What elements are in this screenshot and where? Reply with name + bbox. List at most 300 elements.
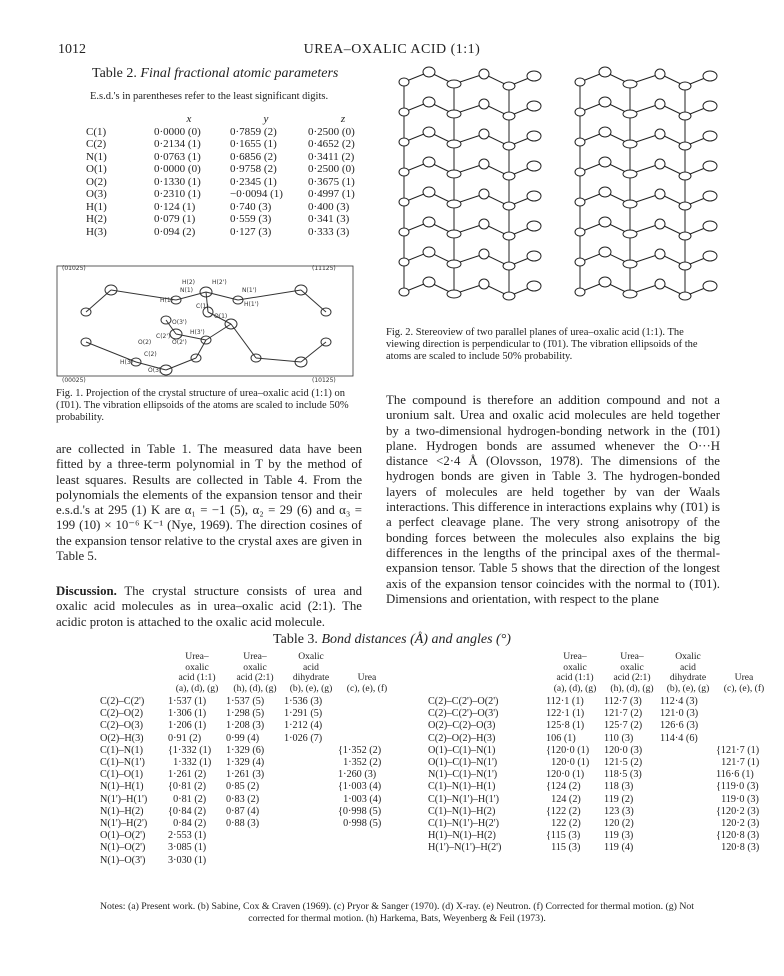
table2-col-x: x: [186, 113, 192, 125]
atom-ellipsoid: [679, 202, 691, 210]
table3-cell: 3·085 (1): [168, 842, 207, 854]
table3-cell: {1·003 (4): [338, 781, 382, 793]
table3-row: [428, 794, 772, 806]
atom-ellipsoid: [447, 290, 461, 298]
table3-cell: [716, 708, 772, 720]
table3-header-cell: Urea (c), (e), (f): [723, 672, 765, 694]
atom-ellipsoid: [447, 170, 461, 178]
table2-cell-atom: H(1): [86, 200, 107, 213]
atom-ellipsoid: [399, 138, 409, 146]
table3-cell: {120·8 (3): [716, 830, 760, 842]
atom-ellipsoid: [423, 127, 435, 137]
atom-ellipsoid: [423, 217, 435, 227]
table2-cell-x: 0·079 (1): [154, 213, 196, 225]
table3-cell: [284, 794, 338, 806]
table3-cell: 1·261 (3): [226, 769, 265, 781]
table3-row: [428, 757, 772, 769]
table2-cell-atom: H(3): [86, 225, 107, 238]
atom-ellipsoid: [655, 219, 665, 229]
table2-cell-y: 0·740 (3): [230, 200, 272, 213]
table2: [86, 113, 384, 238]
table3-cell: 0·87 (4): [226, 805, 260, 817]
table2-cell-z: 0·4997 (1): [308, 188, 355, 200]
atom-ellipsoid: [655, 99, 665, 109]
table2-body: [86, 126, 384, 239]
table2-cell-y: 0·6856 (2): [230, 150, 277, 163]
table3-cell: 1·003 (4): [338, 793, 382, 805]
atom-ellipsoid: [479, 219, 489, 229]
table3-cell: [226, 830, 284, 842]
table3-caption-prefix: Table 3.: [273, 632, 318, 647]
table3-caption-title: Bond distances (Å) and angles (°): [321, 632, 511, 647]
table3-row: [428, 733, 772, 745]
atom-ellipsoid: [679, 292, 691, 300]
fig1-atom-label: N(1'): [242, 287, 257, 294]
table3-cell: 0·99 (4): [226, 732, 260, 744]
table3-cell: [660, 842, 716, 854]
table3-cell: {120·0 (1): [546, 744, 590, 756]
table3-row: [428, 769, 772, 781]
fig1-atom-label: O(1): [214, 313, 228, 320]
table2-cell-x: 0·094 (2): [154, 225, 196, 238]
table3-cell: [338, 842, 396, 854]
fig1-atom-label: H(3): [120, 359, 134, 366]
table3-cell: O(1)–C(1)–N(1): [428, 744, 496, 756]
table3-cell: 1·332 (1): [168, 757, 212, 769]
table3-cell: 112·1 (1): [546, 696, 584, 707]
table3-cell: 122 (2): [546, 818, 581, 830]
atom-ellipsoid: [399, 108, 409, 116]
atom-ellipsoid: [655, 249, 665, 259]
table3-right-body: [428, 696, 772, 855]
atom-ellipsoid: [575, 228, 585, 236]
table3-cell: 1·260 (3): [338, 769, 377, 781]
table3-cell: H(1)–N(1)–H(2): [428, 830, 496, 842]
table3-cell: {1·332 (1): [168, 744, 212, 756]
table3-cell: 1·206 (1): [168, 720, 207, 732]
table3-cell: 116·6 (1): [716, 769, 754, 781]
atom-ellipsoid: [703, 131, 717, 141]
table3-right-header: [428, 652, 772, 696]
table3-cell: 121·7 (1): [716, 757, 760, 769]
fig1-atom-label: C(2'): [156, 333, 171, 340]
table2-row: [86, 213, 384, 226]
table2-cell-atom: C(1): [86, 125, 107, 138]
table2-row: [86, 176, 384, 189]
atom-ellipsoid: [503, 292, 515, 300]
table3-cell: 112·7 (3): [604, 696, 642, 707]
atom-ellipsoid: [399, 168, 409, 176]
table3-cell: [660, 794, 716, 806]
table3-cell: [716, 720, 772, 732]
table3-cell: 1·329 (6): [226, 744, 265, 756]
table3-cell: 1·306 (1): [168, 708, 207, 720]
atom-ellipsoid: [623, 260, 637, 268]
table2-cell-x: 0·2134 (1): [154, 138, 201, 150]
table3-left-body: [100, 696, 396, 867]
table2-cell-x: 0·1330 (1): [154, 175, 201, 188]
atom-ellipsoid: [479, 189, 489, 199]
atom-ellipsoid: [447, 200, 461, 208]
table3-row: [100, 806, 396, 818]
table3-distances: [100, 652, 396, 867]
table2-cell-atom: O(3): [86, 188, 107, 200]
table3-cell: C(1)–N(1'): [100, 757, 145, 769]
atom-ellipsoid: [599, 277, 611, 287]
table3-cell: 114·4 (6): [660, 732, 698, 744]
atom-ellipsoid: [679, 112, 691, 120]
table3-cell: C(2)–C(2'): [100, 696, 145, 707]
atom-ellipsoid: [703, 191, 717, 201]
atom-ellipsoid: [503, 202, 515, 210]
atom-ellipsoid: [599, 157, 611, 167]
table2-cell-z: 0·400 (3): [308, 200, 350, 213]
table3-cell: 1·537 (5): [226, 696, 265, 707]
table2-cell-atom: H(2): [86, 213, 107, 225]
fig1-atom-label: C(2): [144, 351, 157, 358]
table3-header-cell: Oxalic acid dihydrate (b), (e), (g): [289, 651, 333, 694]
table3-header-cell: Urea– oxalic acid (1:1) (a), (d), (g): [175, 651, 219, 694]
atom-ellipsoid: [623, 230, 637, 238]
atom-ellipsoid: [479, 69, 489, 79]
table2-cell-y: 0·7859 (2): [230, 125, 277, 138]
table3-row: [428, 708, 772, 720]
atom-ellipsoid: [599, 187, 611, 197]
table3-cell: 119·0 (3): [716, 793, 759, 805]
table3-cell: 121·7 (2): [604, 708, 643, 720]
table3-cell: 1·329 (4): [226, 757, 265, 769]
atom-ellipsoid: [679, 172, 691, 180]
table3-cell: 125·7 (2): [604, 720, 643, 732]
atom-ellipsoid: [527, 251, 541, 261]
table3-cell: [226, 855, 284, 867]
atom-ellipsoid: [623, 80, 637, 88]
table3-cell: [338, 830, 396, 842]
table3-cell: 106 (1): [546, 732, 576, 744]
table3-cell: C(2)–O(2): [100, 708, 144, 720]
table3-cell: [284, 842, 338, 854]
atom-ellipsoid: [423, 67, 435, 77]
table3-row: [100, 818, 396, 830]
table3-cell: [284, 855, 338, 867]
table2-row: [86, 163, 384, 176]
table3-cell: 3·030 (1): [168, 854, 207, 866]
figure1-caption: Fig. 1. Projection of the crystal structure of urea–oxalic acid (1:1) on (1̄01). The vibration ellipsoids of the atoms are scaled to include 50% probability.: [56, 388, 349, 423]
table3-cell: [284, 757, 338, 769]
table3-row: [100, 842, 396, 854]
table3-cell: N(1')–H(2'): [100, 818, 148, 830]
table2-col-z: z: [340, 113, 346, 125]
table3-cell: {0·84 (2): [168, 805, 206, 817]
table3-row: [100, 830, 396, 842]
fig1-corner-label: (10125): [312, 377, 336, 384]
atom-ellipsoid: [423, 157, 435, 167]
fig1-atom-label: H(3'): [190, 329, 205, 336]
table3-cell: {1·352 (2): [338, 744, 382, 756]
table2-cell-y: 0·2345 (1): [230, 175, 277, 188]
table2-caption-prefix: Table 2.: [92, 66, 137, 81]
table3-cell: 119 (4): [604, 842, 634, 854]
table3-cell: [284, 769, 338, 781]
table3-header-cell: Urea (c), (e), (f): [346, 672, 388, 694]
atom-ellipsoid: [527, 191, 541, 201]
atom-ellipsoid: [575, 168, 585, 176]
atom-ellipsoid: [703, 161, 717, 171]
table3-header-cell: Urea– oxalic acid (2:1) (h), (d), (g): [233, 651, 277, 694]
atom-ellipsoid: [479, 279, 489, 289]
table3-cell: 124 (2): [546, 793, 581, 805]
table2-cell-z: 0·2500 (0): [308, 163, 355, 175]
atom-ellipsoid: [447, 260, 461, 268]
table3-row: [100, 855, 396, 867]
paragraph-discussion: [56, 584, 362, 630]
table3-cell: 119 (3): [604, 830, 634, 842]
atom-ellipsoid: [423, 247, 435, 257]
table3-cell: 0·83 (2): [226, 793, 260, 805]
atom-ellipsoid: [655, 159, 665, 169]
table3-caption: [0, 632, 784, 648]
table2-row: [86, 138, 384, 151]
paragraph-continuation: The compound is therefore an addition compound and not a uronium salt. Urea and oxalic acid molecules are held together by a two-dimensional hydrogen-bonding network in the (1̄01) plane. Hydrogen bonds are assumed whenever the O···H distance <2·4 Å (Olovsson, 1978). The dimensions of the hydrogen bonds are given in Table 3. The hydrogen-bonded layers of molecules are held together by van der Waals interactions. This difference in interactions explains why (1̄01) is a perfect cleavage plane. The very strong anisotropy of the bonding forces between the molecules also explains the big differences in the lengths of the principal axes of the thermal-expansion tensor. Table 5 shows that the direction of the longest axis of the expansion tensor coincides with the normal to (1̄01). Dimensions and orientation, with respect to the plane: [386, 393, 720, 606]
table3-cell: {115 (3): [546, 830, 581, 842]
table3-cell: 1·208 (3): [226, 720, 265, 732]
table3-cell: 120·8 (3): [716, 842, 760, 854]
atom-ellipsoid: [679, 232, 691, 240]
fig1-corner-label: (11125): [312, 265, 336, 272]
discussion-text: The crystal structure consists of urea and oxalic acid molecules as in urea–oxalic acid (2:1). The acidic proton is attached to the oxalic acid molecule.: [56, 584, 362, 629]
table3-cell: H(1')–N(1')–H(2'): [428, 842, 502, 854]
atom-ellipsoid: [575, 198, 585, 206]
atom-ellipsoid: [399, 198, 409, 206]
atom-ellipsoid: [655, 189, 665, 199]
atom-ellipsoid: [703, 101, 717, 111]
atom-ellipsoid: [679, 262, 691, 270]
atom-ellipsoid: [623, 140, 637, 148]
table2-cell-y: 0·559 (3): [230, 213, 272, 225]
atom-ellipsoid: [479, 159, 489, 169]
table3-cell: C(1)–N(1)–H(2): [428, 805, 496, 817]
atom-ellipsoid: [599, 217, 611, 227]
atom-ellipsoid: [399, 228, 409, 236]
atom-ellipsoid: [703, 71, 717, 81]
table3-row: [428, 830, 772, 842]
table3-cell: O(1)–C(1)–N(1'): [428, 757, 498, 769]
table3-cell: 125·8 (1): [546, 720, 585, 732]
atom-ellipsoid: [399, 78, 409, 86]
table2-cell-z: 0·3411 (2): [308, 150, 355, 163]
table3-cell: [660, 757, 716, 769]
atom-ellipsoid: [655, 129, 665, 139]
atom-ellipsoid: [479, 129, 489, 139]
table3-cell: N(1)–O(3'): [100, 854, 146, 866]
table3-row: [100, 708, 396, 720]
atom-ellipsoid: [527, 281, 541, 291]
table3-cell: 121·5 (2): [604, 757, 643, 769]
table3-cell: [284, 818, 338, 830]
atom-ellipsoid: [703, 221, 717, 231]
table3-header-cell: Oxalic acid dihydrate (b), (e), (g): [666, 651, 710, 694]
atom-ellipsoid: [679, 142, 691, 150]
table3-cell: 126·6 (3): [660, 720, 699, 732]
table2-cell-z: 0·3675 (1): [308, 175, 355, 188]
atom-ellipsoid: [527, 101, 541, 111]
table2-row: [86, 188, 384, 201]
atom-ellipsoid: [575, 258, 585, 266]
table3-cell: 122·1 (1): [546, 708, 585, 720]
table2-col-y: y: [263, 113, 269, 125]
atom-ellipsoid: [527, 221, 541, 231]
table2-row: [86, 226, 384, 239]
table3-cell: 0·91 (2): [168, 732, 202, 744]
figure1-projection: [56, 262, 356, 384]
atom-ellipsoid: [623, 170, 637, 178]
table3-cell: C(2)–C(2')–O(3'): [428, 708, 499, 720]
atom-ellipsoid: [575, 288, 585, 296]
table3-cell: 1·291 (5): [284, 708, 323, 720]
table3-cell: O(2)–H(3): [100, 732, 144, 744]
table3-cell: {122 (2): [546, 805, 581, 817]
table3-row: [428, 818, 772, 830]
page-number: 1012: [58, 42, 86, 57]
atom-ellipsoid: [447, 80, 461, 88]
table3-cell: 120·0 (1): [546, 757, 590, 769]
table3-cell: 1·536 (3): [284, 696, 323, 707]
table3-header-cell: Urea– oxalic acid (1:1) (a), (d), (g): [553, 651, 597, 694]
table3-cell: [338, 720, 396, 732]
atom-ellipsoid: [447, 230, 461, 238]
table3-cell: [284, 830, 338, 842]
fig1-atom-label: H(1): [160, 297, 174, 304]
table3-cell: C(2)–O(2)–H(3): [428, 732, 496, 744]
table3-row: [100, 745, 396, 757]
fig1-corner-label: (00025): [62, 377, 86, 384]
table3-cell: C(2)–C(2')–O(2'): [428, 696, 499, 707]
figure2-caption: Fig. 2. Stereoview of two parallel planes of urea–oxalic acid (1:1). The viewing direction is perpendicular to (1̄01). The vibration ellipsoids of the atoms are scaled to include 50% probability.: [386, 327, 698, 362]
atom-ellipsoid: [623, 110, 637, 118]
table3-cell: 0·85 (2): [226, 781, 260, 793]
table3-cell: O(1)–O(2'): [100, 830, 146, 842]
fig1-atom-label: H(2): [182, 279, 196, 286]
table3-row: [100, 781, 396, 793]
table2-header-row: [86, 113, 384, 126]
table2-cell-x: 0·124 (1): [154, 200, 196, 213]
atom-ellipsoid: [503, 82, 515, 90]
table3-cell: 1·298 (5): [226, 708, 265, 720]
discussion-heading: Discussion.: [56, 584, 117, 598]
table3-cell: [660, 745, 716, 757]
table3-cell: {0·998 (5): [338, 805, 382, 817]
table3-cell: [338, 696, 396, 708]
table2-cell-y: 0·1655 (1): [230, 138, 277, 150]
atom-ellipsoid: [599, 67, 611, 77]
atom-ellipsoid: [447, 110, 461, 118]
table3-cell: C(1)–N(1')–H(1'): [428, 793, 500, 805]
table3-cell: 0·88 (3): [226, 818, 260, 830]
atom-ellipsoid: [479, 249, 489, 259]
fig1-corner-label: (01025): [62, 265, 86, 272]
table3-row: [428, 696, 772, 708]
table3-cell: 123 (3): [604, 805, 634, 817]
running-title: UREA–OXALIC ACID (1:1): [303, 42, 481, 57]
table3-cell: 1·352 (2): [338, 757, 382, 769]
table3-cell: 2·553 (1): [168, 830, 207, 842]
atom-ellipsoid: [527, 161, 541, 171]
fig1-atom-label: O(3'): [172, 319, 187, 326]
fig1-atom-label: O(2): [138, 339, 152, 346]
atom-ellipsoid: [503, 232, 515, 240]
table2-cell-y: 0·9758 (2): [230, 163, 277, 175]
table3-cell: [338, 733, 396, 745]
atom-ellipsoid: [575, 108, 585, 116]
atom-ellipsoid: [503, 262, 515, 270]
table3-header-cell: Urea– oxalic acid (2:1) (h), (d), (g): [610, 651, 654, 694]
table3-cell: 120·0 (3): [604, 744, 643, 756]
table2-note: E.s.d.'s in parentheses refer to the least significant digits.: [90, 91, 329, 102]
table3-cell: 120 (2): [604, 818, 634, 830]
table3-left-header: [100, 652, 396, 696]
table3-cell: 115 (3): [546, 842, 581, 854]
table2-cell-z: 0·4652 (2): [308, 138, 355, 150]
table3-cell: 112·4 (3): [660, 696, 698, 707]
table3-cell: {121·7 (1): [716, 744, 760, 756]
paragraph-results: are collected in Table 1. The measured data have been fitted by a three-term polynomial in T by the method of least squares. Results are collected in Table 4. From the polynomials the elements of the expansion tensor and their e.s.d.'s at 295 (1) K are α₁ = −1 (5), α₂ = 29 (6) and α₃ = 199 (10) × 10⁻⁶ K⁻¹ (Nye, 1969). The direction cosines of the expansion tensor relative to the crystal axes are given in Table 5.: [56, 442, 362, 564]
table3-cell: N(1')–H(1'): [100, 793, 148, 805]
table3-cell: N(1)–H(2): [100, 805, 144, 817]
atom-ellipsoid: [423, 187, 435, 197]
table3-cell: [660, 818, 716, 830]
table3-cell: 110 (3): [604, 732, 634, 744]
table3-cell: [284, 745, 338, 757]
table3-cell: 1·026 (7): [284, 732, 323, 744]
fig1-atom-label: N(1): [180, 287, 193, 294]
atom-ellipsoid: [479, 99, 489, 109]
table2-caption: [92, 66, 338, 82]
table3-cell: {0·81 (2): [168, 781, 206, 793]
table2-cell-atom: N(1): [86, 150, 107, 163]
table3-cell: O(2)–C(2)–O(3): [428, 720, 496, 732]
atom-ellipsoid: [503, 142, 515, 150]
table3-cell: [660, 806, 716, 818]
table2-row: [86, 126, 384, 139]
table3-cell: [660, 769, 716, 781]
table3-cell: 118 (3): [604, 781, 634, 793]
atom-ellipsoid: [423, 277, 435, 287]
atom-ellipsoid: [503, 112, 515, 120]
fig1-atom-label: H(1'): [244, 301, 259, 308]
table3-cell: [716, 696, 772, 708]
atom-ellipsoid: [575, 138, 585, 146]
table3-cell: C(1)–O(1): [100, 769, 144, 781]
table3-row: [100, 696, 396, 708]
table2-row: [86, 201, 384, 214]
table3-cell: 1·212 (4): [284, 720, 323, 732]
table2-cell-z: 0·2500 (0): [308, 125, 355, 138]
atom-ellipsoid: [423, 97, 435, 107]
table3-row: [428, 781, 772, 793]
atom-ellipsoid: [655, 69, 665, 79]
table3-cell: 0·84 (2): [168, 818, 207, 830]
table2-cell-x: 0·0000 (0): [154, 125, 201, 138]
table2-cell-z: 0·341 (3): [308, 213, 350, 225]
table3-cell: 119 (2): [604, 793, 634, 805]
atom-ellipsoid: [503, 172, 515, 180]
atom-ellipsoid: [599, 247, 611, 257]
table3-cell: 0·998 (5): [338, 818, 382, 830]
atom-ellipsoid: [527, 71, 541, 81]
table3-cell: 120·0 (1): [546, 769, 585, 781]
table3-cell: N(1)–C(1)–N(1'): [428, 769, 498, 781]
table3-notes: Notes: (a) Present work. (b) Sabine, Cox & Craven (1969). (c) Pryor & Sanger (1970). (d) X-ray. (e) Neutron. (f) Corrected for thermal motion. (g) Not corrected for thermal motion. (h) Harkema, Bats, Weyenberg & Feil (1973).: [99, 901, 695, 924]
